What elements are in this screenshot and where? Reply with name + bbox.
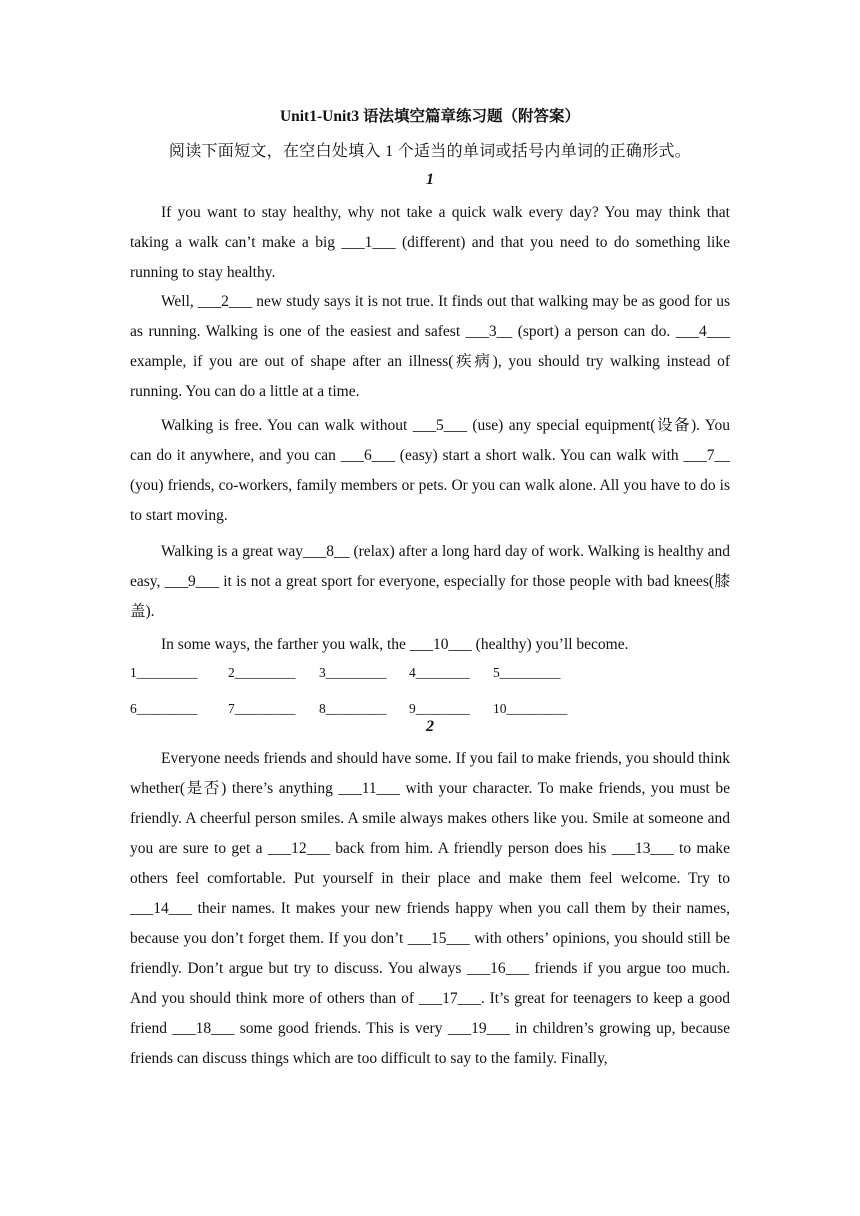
answer-blank-5[interactable]: 5_________ <box>493 665 561 680</box>
answer-blank-6[interactable]: 6_________ <box>130 701 198 716</box>
instruction-text: 阅读下面短文，在空白处填入 1 个适当的单词或括号内单词的正确形式。 <box>168 143 692 160</box>
passage-2-paragraph: Everyone needs friends and should have some. If you fail to make friends, you should think whether(是否) there’s anything ___11___ with your character. To make friends, you must be friendly. A cheerful person smiles. A smile always makes others like you. Smile at someone and you are sure to get a ___12___ back from him. A friendly person does his ___13___ to make others feel comfortable. Put yourself in their place and make them feel welcome. Try to ___14___ their names. It makes your new friends happy when you call them by their names, because you don’t forget them. If you don’t ___15___ with others’ opinions, you should still be friendly. Don’t argue but try to discuss. You always ___16___ friends if you argue too much. And you should think more of others than of ___17___. It’s great for teenagers to keep a good friend ___18___ some good friends. This is very ___19___ in children’s growing up, because friends can discuss things which are too difficult to say to the family. Finally, <box>130 750 730 1067</box>
passage-1-paragraph-2: Well, ___2___ new study says it is not true. It finds out that walking may be as good for us as running. Walking is one of the easiest and safest ___3__ (sport) a person can do. ___4___ example, if you are out of shape after an illness(疾病), you should try walking instead of running. You can do a little at a time. <box>130 293 730 400</box>
answer-blank-2[interactable]: 2_________ <box>228 665 296 680</box>
answer-blank-9[interactable]: 9________ <box>409 701 470 716</box>
answer-blanks-row-2 <box>130 701 567 717</box>
passage-1-number: 1 <box>426 171 434 188</box>
answer-blank-7[interactable]: 7_________ <box>228 701 296 716</box>
answer-blank-8[interactable]: 8_________ <box>319 701 387 716</box>
answer-blank-4[interactable]: 4________ <box>409 665 470 680</box>
passage-1-paragraph-3: Walking is free. You can walk without ___5___ (use) any special equipment(设备). You can do it anywhere, and you can ___6___ (easy) start a short walk. You can walk with ___7__ (you) friends, co-workers, family members or pets. Or you can walk alone. All you have to do is to start moving. <box>130 417 730 524</box>
passage-1-paragraph-5: In some ways, the farther you walk, the ___10___ (healthy) you’ll become. <box>161 636 629 653</box>
answer-blanks-row-1 <box>130 665 561 681</box>
document-title: Unit1-Unit3 语法填空篇章练习题（附答案） <box>279 108 581 125</box>
answer-blank-1[interactable]: 1_________ <box>130 665 198 680</box>
passage-1-paragraph-4: Walking is a great way___8__ (relax) after a long hard day of work. Walking is healthy and easy, ___9___ it is not a great sport for everyone, especially for those people with bad knees(膝盖). <box>130 543 730 620</box>
passage-2-number: 2 <box>426 718 434 735</box>
answer-blank-3[interactable]: 3_________ <box>319 665 387 680</box>
answer-blank-10[interactable]: 10_________ <box>493 701 568 716</box>
passage-1-paragraph-1: If you want to stay healthy, why not take a quick walk every day? You may think that taking a walk can’t make a big ___1___ (different) and that you need to do something like running to stay healthy. <box>130 204 730 281</box>
